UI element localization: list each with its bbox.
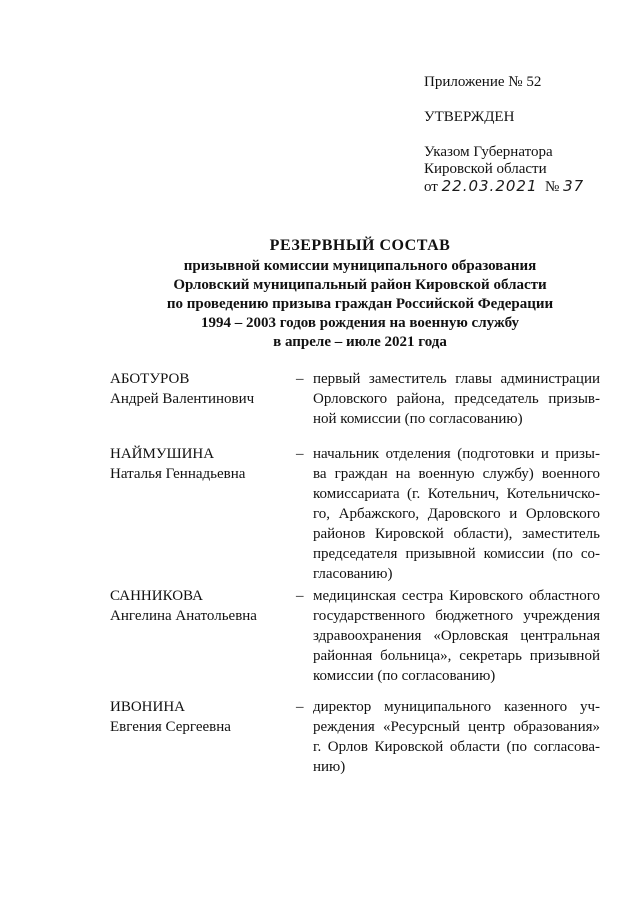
role-line: председателя призывной комиссии (по со- — [313, 546, 600, 562]
member-role — [313, 586, 600, 686]
number-prefix: № — [545, 179, 560, 195]
member-given-names: Наталья Геннадьевна — [110, 466, 246, 482]
member-name — [110, 697, 290, 737]
member-given-names: Евгения Сергеевна — [110, 719, 231, 735]
role-line: гласованию) — [313, 566, 393, 582]
title-line: по проведению призыва граждан Российской Федерации — [166, 296, 554, 312]
dash-separator: – — [296, 446, 304, 462]
role-line: директор муниципального казенного уч- — [313, 699, 600, 715]
member-role — [313, 369, 600, 429]
title-line: призывной комиссии муниципального образования — [183, 258, 537, 274]
document-title — [60, 236, 640, 352]
title-line: в апреле – июле 2021 года — [273, 334, 447, 350]
member-surname: ИВОНИНА — [110, 699, 185, 715]
decree-line-1: Указом Губернатора — [424, 144, 553, 160]
handwritten-number: 37 — [563, 177, 585, 195]
member-role — [313, 697, 600, 777]
decree-line-2: Кировской области — [424, 161, 547, 177]
role-line: районов Кировской области), заместитель — [313, 526, 600, 542]
role-line: комиссии (по согласованию) — [313, 668, 496, 684]
handwritten-date: 22.03.2021 — [441, 177, 538, 195]
role-line: медицинская сестра Кировского областного — [313, 588, 600, 604]
role-line: здравоохранения «Орловская центральная — [313, 628, 600, 644]
title-line: Орловский муниципальный район Кировской области — [173, 277, 547, 293]
dash-separator: – — [296, 371, 304, 387]
from-prefix: от — [424, 179, 438, 195]
title-line: 1994 – 2003 годов рождения на военную службу — [200, 315, 520, 331]
decree-date-line — [424, 178, 624, 196]
role-line: реждения «Ресурсный центр образования» — [313, 719, 600, 735]
role-line: нию) — [313, 759, 346, 775]
dash-separator: – — [296, 699, 304, 715]
member-surname: АБОТУРОВ — [110, 371, 190, 387]
member-given-names: Ангелина Анатольевна — [110, 608, 257, 624]
member-given-names: Андрей Валентинович — [110, 391, 255, 407]
member-name — [110, 369, 290, 409]
role-line: начальник отделения (подготовки и призы- — [313, 446, 600, 462]
member-name — [110, 444, 290, 484]
role-line: государственного бюджетного учреждения — [313, 608, 600, 624]
role-line: го, Арбажского, Даровского и Орловского — [313, 506, 600, 522]
member-role — [313, 444, 600, 584]
member-surname: НАЙМУШИНА — [110, 446, 215, 462]
role-line: ной комиссии (по согласованию) — [313, 411, 523, 427]
appendix-number: Приложение № 52 — [424, 74, 542, 90]
member-surname: САННИКОВА — [110, 588, 203, 604]
member-name — [110, 586, 290, 626]
role-line: комиссариата (г. Котельнич, Котельничско- — [313, 486, 600, 502]
approved-label: УТВЕРЖДЕН — [424, 109, 515, 125]
approval-block — [424, 74, 624, 196]
role-line: Орловского района, председатель призыв- — [313, 391, 600, 407]
role-line: ва граждан на военную службу) военного — [313, 466, 600, 482]
role-line: первый заместитель главы администрации — [313, 371, 600, 387]
role-line: г. Орлов Кировской области (по согласова- — [313, 739, 600, 755]
dash-separator: – — [296, 588, 304, 604]
role-line: районная больница», секретарь призывной — [313, 648, 600, 664]
title-main: РЕЗЕРВНЫЙ СОСТАВ — [269, 237, 451, 254]
